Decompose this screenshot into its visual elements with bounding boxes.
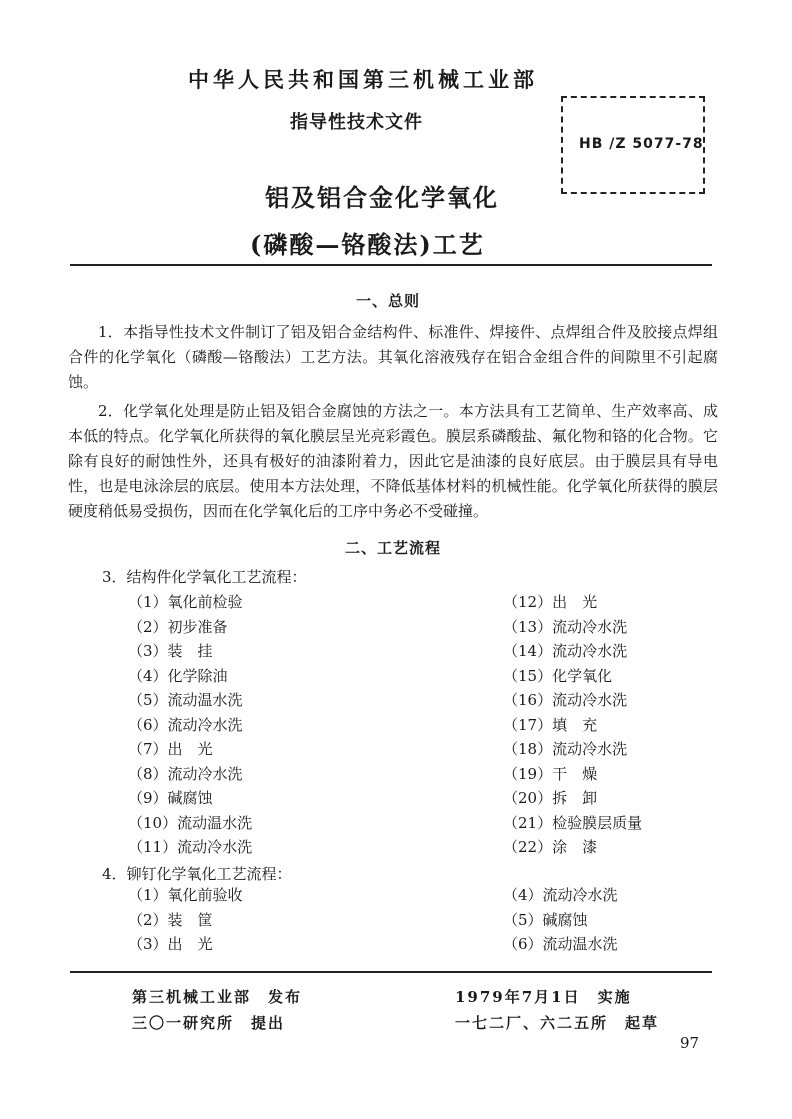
process-step: （12）出 光 [503,593,598,611]
process-step: （6）流动温水洗 [503,935,618,953]
process-step: （5）碱腐蚀 [503,910,588,929]
process-step: （2）装 筐 [128,910,213,929]
document-code-box [561,96,705,194]
ministry-name: 中华人民共和国第三机械工业部 [188,67,538,92]
process-step: （15）化学氧化 [503,666,613,685]
process-step: （5）流动温水洗 [128,691,243,709]
item3-heading: 3．结构件化学氧化工艺流程： [102,568,307,586]
document-title-line2: (磷酸—铬酸法)工艺 [250,230,485,259]
issuer: 第三机械工业部 发布 [132,988,303,1006]
document-code: HB /Z 5077-78 [579,136,704,152]
process-step: （11）流动冷水洗 [128,838,253,856]
title-divider [70,264,712,266]
process-step: （6）流动冷水洗 [128,715,243,734]
process-step: （4）流动冷水洗 [503,886,618,904]
process-step: （22）涂 漆 [503,838,598,856]
section1-heading: 一、总则 [356,292,421,310]
process-step: （2）初步准备 [128,617,228,636]
process-step: （1）氧化前检验 [128,593,243,611]
process-step: （18）流动冷水洗 [503,740,628,758]
item4-heading: 4．铆钉化学氧化工艺流程： [102,865,292,883]
process-step: （20）拆 卸 [503,789,598,807]
paragraph-2: 2．化学氧化处理是防止铝及铝合金腐蚀的方法之一。本方法具有工艺简单、生产效率高、成本低的特点。化学氧化所获得的氧化膜层呈光亮彩霞色。膜层系磷酸盐、氟化物和铬的化合物。它除有良好的耐蚀性外，还具有极好的油漆附着力，因此它是油漆的良好底层。由于膜层具有导电性，也是电泳涂层的底层。使用本方法处理，不降低基体材料的机械性能。化学氧化所获得的膜层硬度稍低易受损伤，因而在化学氧化后的工序中务必不受碰撞。 [68,402,718,520]
proposer: 三〇一研究所 提出 [132,1014,286,1032]
footer-divider [70,971,712,973]
process-step: （19）干 燥 [503,764,598,783]
section1-body [68,320,718,524]
process-step: （14）流动冷水洗 [503,642,628,660]
process-step: （16）流动冷水洗 [503,691,628,709]
process-step: （10）流动温水洗 [128,813,253,832]
process-step: （7）出 光 [128,740,213,758]
drafting-units: 一七二厂、六二五所 起草 [455,1014,660,1032]
process-step: （21）检验膜层质量 [503,813,643,832]
process-step: （1）氧化前验收 [128,886,243,904]
section2-heading: 二、工艺流程 [345,539,442,557]
process-step: （3）装 挂 [128,642,213,660]
document-title-line1: 铝及铝合金化学氧化 [265,183,499,212]
process-step: （3）出 光 [128,935,213,953]
process-step: （17）填 充 [503,715,598,734]
document-type: 指导性技术文件 [290,112,423,133]
paragraph-1: 1．本指导性技术文件制订了铝及铝合金结构件、标准件、焊接件、点焊组合件及胶接点焊组合件的化学氧化（磷酸—铬酸法）工艺方法。其氧化溶液残存在铝合金组合件的间隙里不引起腐蚀。 [68,323,718,391]
implementation-date: 1979年7月1日 实施 [455,988,632,1006]
page-number: 97 [680,1034,700,1052]
process-step: （8）流动冷水洗 [128,764,243,783]
process-step: （13）流动冷水洗 [503,617,628,636]
process-step: （9）碱腐蚀 [128,789,213,807]
process-step: （4）化学除油 [128,666,228,685]
